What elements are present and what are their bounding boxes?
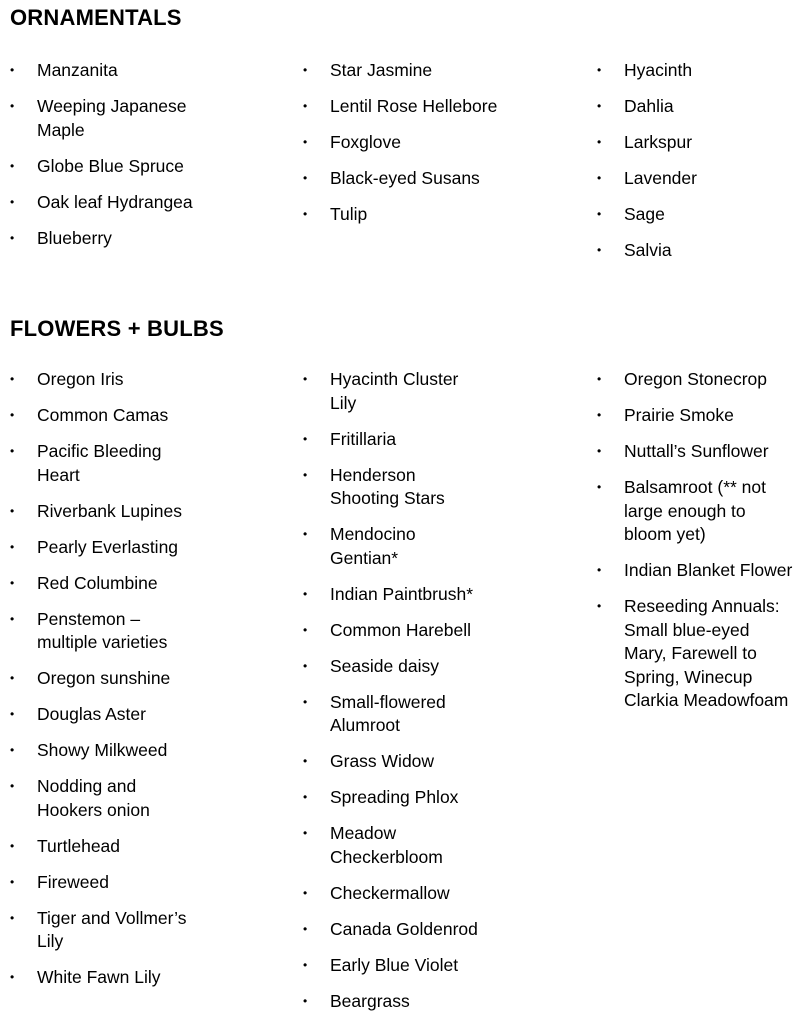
list-item-label: Tiger and Vollmer’s Lily [37,907,187,951]
bullet-icon: • [303,993,308,1008]
list-item [303,167,498,191]
bullet-icon: • [10,63,15,77]
list-item [10,835,205,859]
list-item-label: Canada Goldenrod [330,918,478,939]
bullet-icon: • [597,599,602,613]
list-item [303,882,478,906]
list-item [597,404,793,428]
list-item-label: Lentil Rose Hellebore [330,96,498,116]
list-item [303,990,478,1014]
bullet-icon: • [303,527,308,541]
bullet-icon: • [10,372,15,386]
bullet-icon: • [10,671,15,685]
list-item-label: Foxglove [330,132,402,152]
list-item-label: Lavender [624,168,697,188]
list-item-label: Common Camas [37,405,169,425]
list-item-label: Henderson Shooting Stars [330,464,445,508]
bullet-icon: • [10,503,15,518]
list-item [303,619,478,643]
bullet-icon: • [10,707,15,721]
bullet-icon: • [303,467,308,482]
list-item-label: Globe Blue Spruce [37,155,184,176]
list-item-label: Dahlia [624,96,674,116]
list-item-label: Early Blue Violet [330,954,459,975]
bullet-icon: • [10,194,15,209]
list-item-label: Fireweed [37,871,109,892]
list-item [10,739,205,763]
bullet-icon: • [303,431,308,446]
list-item-label: Sage [624,204,665,224]
bullet-icon: • [10,779,15,793]
ornamentals-column-3 [597,59,787,275]
list-item-label: Blueberry [37,227,112,248]
list-item-label: Oregon Iris [37,369,124,389]
list-item-label: Beargrass [330,990,410,1011]
ornamentals-column-2 [303,59,498,239]
list-item-label: Penstemon – multiple varieties [37,608,168,652]
list-item [10,404,205,428]
list-item-label: Seaside daisy [330,655,439,676]
list-item [597,559,793,583]
list-item-label: Spreading Phlox [330,787,459,807]
bullet-icon: • [303,957,308,972]
list-item-label: Showy Milkweed [37,740,168,760]
bullet-icon: • [303,372,308,386]
bullet-icon: • [303,63,308,77]
list-item-label: Pacific Bleeding Heart [37,441,162,485]
bullet-icon: • [10,575,15,590]
list-item-label: Riverbank Lupines [37,500,182,521]
list-item [303,918,478,942]
list-item [10,59,205,83]
list-item-label: Grass Widow [330,751,435,771]
bullet-icon: • [10,158,15,173]
bullet-icon: • [597,480,602,494]
list-item [597,440,793,464]
list-item [303,786,478,810]
list-item-label: Oregon Stonecrop [624,369,768,389]
list-item [10,191,205,215]
list-item [10,703,205,727]
list-item-label: Douglas Aster [37,704,146,724]
list-item-label: Small-flowered Alumroot [330,691,446,735]
list-item [597,59,787,83]
list-item [10,368,205,392]
list-item [597,595,793,713]
list-item [10,775,205,822]
list-item [303,368,478,415]
bullet-icon: • [303,826,308,840]
list-item-label: Salvia [624,240,672,260]
list-item [303,131,498,155]
list-item [10,440,205,487]
list-item-label: Indian Blanket Flower [624,560,793,580]
flowers-bulbs-column-2 [303,368,478,1026]
section-title-flowers-bulbs: FLOWERS + BULBS [10,316,224,341]
bullet-icon: • [10,838,15,853]
list-item [10,500,205,524]
list-item [303,750,478,774]
list-item-label: Balsamroot (** not large enough to bloom yet) [624,477,767,544]
bullet-icon: • [597,243,602,257]
bullet-icon: • [597,444,602,458]
list-item-label: Hyacinth [624,60,693,80]
list-item-label: Prairie Smoke [624,405,734,425]
list-item-label: Nodding and Hookers onion [37,776,150,820]
list-item-label: Common Harebell [330,619,472,640]
list-item [10,966,205,990]
list-item [303,464,478,511]
list-item [597,368,793,392]
list-item-label: Black-eyed Susans [330,168,480,188]
bullet-icon: • [597,408,602,422]
list-item-label: Larkspur [624,132,693,152]
list-item-label: Hyacinth Cluster Lily [330,369,459,413]
section-title-ornamentals: ORNAMENTALS [10,5,182,30]
flowers-bulbs-column-1 [10,368,205,1002]
bullet-icon: • [303,99,308,113]
list-item [597,167,787,191]
flowers-bulbs-column-3 [597,368,793,725]
bullet-icon: • [303,171,308,185]
list-item [303,954,478,978]
bullet-icon: • [597,63,602,77]
bullet-icon: • [597,563,602,577]
bullet-icon: • [597,207,602,221]
ornamentals-column-1 [10,59,205,263]
list-item [303,655,478,679]
list-item-label: Indian Paintbrush* [330,583,474,604]
list-item [303,523,478,570]
list-item-label: Turtlehead [37,835,121,856]
list-item [303,428,478,452]
list-item [303,59,498,83]
list-item [10,95,205,142]
bullet-icon: • [597,171,602,185]
bullet-icon: • [10,408,15,422]
list-item-label: Pearly Everlasting [37,536,179,557]
bullet-icon: • [303,658,308,673]
list-item [10,155,205,179]
bullet-icon: • [10,444,15,458]
list-item-label: Reseeding Annuals: Small blue-eyed Mary, Farewell to Spring, Winecup Clarkia Meadowfoam [624,596,789,710]
list-item [597,476,793,547]
bullet-icon: • [10,611,15,626]
bullet-icon: • [10,743,15,757]
list-item-label: Weeping Japanese Maple [37,96,187,140]
bullet-icon: • [303,921,308,936]
bullet-icon: • [10,99,15,113]
bullet-icon: • [10,970,15,984]
list-item [10,871,205,895]
list-item-label: Tulip [330,204,368,224]
list-item-label: Oregon sunshine [37,668,171,688]
bullet-icon: • [303,622,308,637]
list-item [597,239,787,263]
list-item-label: Fritillaria [330,428,397,449]
list-item-label: Red Columbine [37,572,158,593]
list-item [597,131,787,155]
list-item [10,608,205,655]
list-item-label: Nuttall’s Sunflower [624,441,769,461]
list-item [597,203,787,227]
list-item-label: White Fawn Lily [37,967,161,987]
bullet-icon: • [597,372,602,386]
list-item [303,822,478,869]
bullet-icon: • [303,207,308,221]
list-item [10,667,205,691]
bullet-icon: • [10,874,15,889]
list-item [303,691,478,738]
bullet-icon: • [10,539,15,554]
list-item [303,583,478,607]
list-item [10,227,205,251]
bullet-icon: • [303,790,308,804]
list-item [303,203,498,227]
list-item-label: Checkermallow [330,882,450,903]
bullet-icon: • [597,135,602,149]
bullet-icon: • [303,885,308,900]
list-item-label: Star Jasmine [330,60,433,80]
list-item [10,572,205,596]
list-item [597,95,787,119]
bullet-icon: • [10,230,15,245]
list-item-label: Manzanita [37,60,118,80]
bullet-icon: • [303,694,308,709]
bullet-icon: • [303,586,308,601]
bullet-icon: • [303,754,308,768]
list-item-label: Oak leaf Hydrangea [37,191,193,212]
bullet-icon: • [597,99,602,113]
bullet-icon: • [303,135,308,149]
list-item [10,536,205,560]
list-item [303,95,498,119]
list-item [10,907,205,954]
list-item-label: Meadow Checkerbloom [330,823,443,867]
bullet-icon: • [10,910,15,925]
list-item-label: Mendocino Gentian* [330,524,416,568]
